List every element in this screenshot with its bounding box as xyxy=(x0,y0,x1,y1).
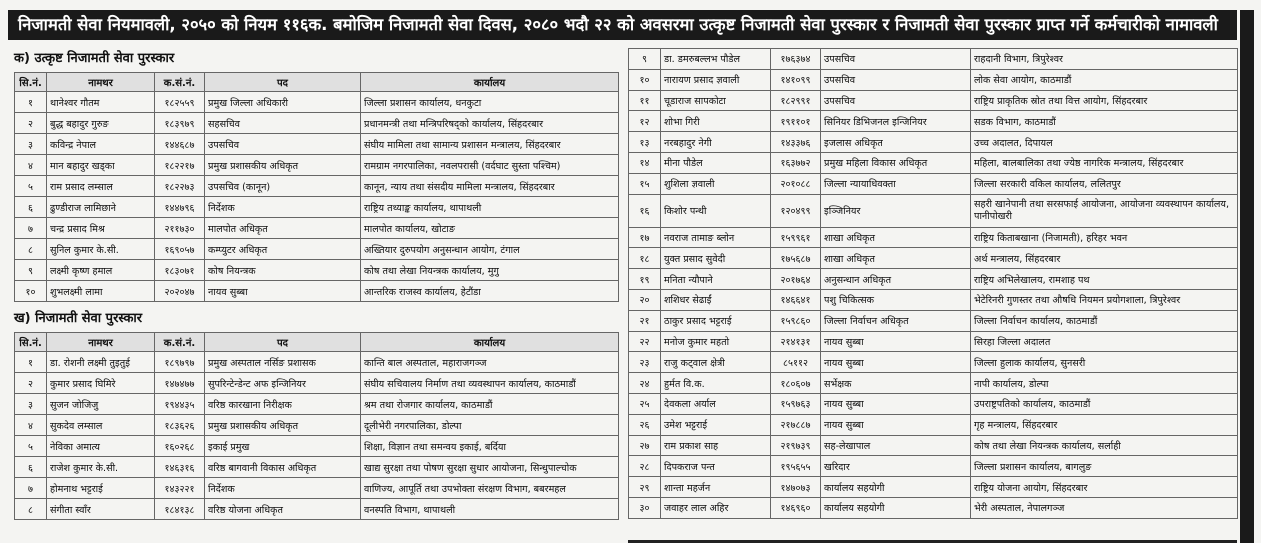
cell-name: शुशिला ज्ञवाली xyxy=(661,173,771,194)
cell-serial-number: १० xyxy=(629,69,661,90)
cell-serial-number: ११ xyxy=(629,90,661,111)
cell-office: कान्ति बाल अस्पताल, महाराजगञ्ज xyxy=(361,352,619,373)
cell-position: मालपोत अधिकृत xyxy=(205,218,361,239)
cell-employee-id: १४६९६० xyxy=(771,497,821,518)
table-row xyxy=(629,111,1238,132)
cell-serial-number: १२ xyxy=(629,111,661,132)
cell-position: प्रमुख प्रशासकीय अधिकृत xyxy=(205,155,361,176)
cell-employee-id: १४४७९६ xyxy=(155,197,205,218)
table-row xyxy=(15,92,619,113)
cell-position: नायव सुब्बा xyxy=(821,393,971,414)
cell-office: संघीय सचिवालय निर्माण तथा व्यवस्थापन कार्यालय, काठमाडौं xyxy=(361,373,619,394)
table-row xyxy=(15,134,619,155)
cell-office: जिल्ला सरकारी वकिल कार्यालय, ललितपुर xyxy=(971,173,1238,194)
cell-office: वाणिज्य, आपूर्ति तथा उपभोक्ता संरक्षण विभाग, बबरमहल xyxy=(361,478,619,499)
cell-name: सुनिल कुमार के.सी. xyxy=(47,239,155,260)
cell-position: उपसचिव xyxy=(205,134,361,155)
cell-name: मनिता न्यौपाने xyxy=(661,269,771,290)
column-header-name: नामथर xyxy=(47,333,155,352)
cell-serial-number: ४ xyxy=(15,415,47,436)
cell-name: डा. रोशनी लक्ष्मी तुइतुई xyxy=(47,352,155,373)
cell-employee-id: २०२०४७ xyxy=(155,281,205,302)
cell-serial-number: २६ xyxy=(629,414,661,435)
cell-employee-id: १८२५५९ xyxy=(155,92,205,113)
cell-office: शिक्षा, विज्ञान तथा समन्वय इकाई, बर्दिया xyxy=(361,436,619,457)
table-row xyxy=(15,415,619,436)
cell-name: चन्द्र प्रसाद मिश्र xyxy=(47,218,155,239)
table-row xyxy=(629,90,1238,111)
cell-name: राजु कट्वाल क्षेत्री xyxy=(661,352,771,373)
cell-name: देवकला अर्याल xyxy=(661,393,771,414)
cell-position: नायव सुब्बा xyxy=(821,352,971,373)
table-row xyxy=(15,155,619,176)
cell-name: मीना पौडेल xyxy=(661,152,771,173)
cell-employee-id: १७६३७४ xyxy=(771,49,821,70)
cell-employee-id: २१७८८७ xyxy=(771,414,821,435)
cell-serial-number: ४ xyxy=(15,155,47,176)
cell-position: इजलास अधिकृत xyxy=(821,132,971,153)
left-column xyxy=(14,46,618,520)
table-row xyxy=(15,218,619,239)
cell-name: मनोज कुमार महतो xyxy=(661,331,771,352)
table-row xyxy=(15,352,619,373)
cell-name: डा. डमरुबल्लभ पौडेल xyxy=(661,49,771,70)
cell-office: नापी कार्यालय, डोल्पा xyxy=(971,373,1238,394)
cell-office: मालपोत कार्यालय, खोटाङ xyxy=(361,218,619,239)
cell-office: राहदानी विभाग, त्रिपुरेश्वर xyxy=(971,49,1238,70)
table-row xyxy=(629,497,1238,518)
cell-name: कुमार प्रसाद घिमिरे xyxy=(47,373,155,394)
cell-position: शाखा अधिकृत xyxy=(821,227,971,248)
column-header-office: कार्यालय xyxy=(361,333,619,352)
table-row xyxy=(15,436,619,457)
cell-office: आन्तरिक राजस्व कार्यालय, हेटौंडा xyxy=(361,281,619,302)
cell-name: दिपकराज पन्त xyxy=(661,456,771,477)
cell-name: हुर्मत वि.क. xyxy=(661,373,771,394)
cell-serial-number: १८ xyxy=(629,248,661,269)
cell-name: राजेश कुमार के.सी. xyxy=(47,457,155,478)
right-column xyxy=(628,48,1237,519)
cell-position: जिल्ला निर्वाचन अधिकृत xyxy=(821,310,971,331)
cell-name: किशोर पन्थी xyxy=(661,194,771,227)
cell-serial-number: १४ xyxy=(629,152,661,173)
cell-position: कार्यालय सहयोगी xyxy=(821,497,971,518)
cell-employee-id: १६३७७२ xyxy=(771,152,821,173)
section-a-title: क) उत्कृष्ट निजामती सेवा पुरस्कार xyxy=(14,51,175,66)
cell-serial-number: १७ xyxy=(629,227,661,248)
table-row xyxy=(629,69,1238,90)
cell-office: उपराष्ट्रपतिको कार्यालय, काठमाडौं xyxy=(971,393,1238,414)
cell-office: कानून, न्याय तथा संसदीय मामिला मन्त्रालय, सिंहदरबार xyxy=(361,176,619,197)
column-header-employee-id: क.सं.नं. xyxy=(155,73,205,92)
cell-office: दूलीभेरी नगरपालिका, डोल्पा xyxy=(361,415,619,436)
table-row xyxy=(629,269,1238,290)
cell-serial-number: ३ xyxy=(15,394,47,415)
cell-name: कविन्द्र नेपाल xyxy=(47,134,155,155)
cell-position: निर्देशक xyxy=(205,478,361,499)
table-row xyxy=(629,289,1238,310)
cell-office: अर्थ मन्त्रालय, सिंहदरबार xyxy=(971,248,1238,269)
section-b-table-right xyxy=(628,48,1238,519)
cell-position: प्रमुख जिल्ला अधिकारी xyxy=(205,92,361,113)
cell-serial-number: २२ xyxy=(629,331,661,352)
cell-position: सिनियर डिभिजनल इन्जिनियर xyxy=(821,111,971,132)
cell-name: लक्ष्मी कृष्ण हमाल xyxy=(47,260,155,281)
cell-name: होमनाथ भट्टराई xyxy=(47,478,155,499)
cell-office: राष्ट्रिय तथ्याङ्क कार्यालय, थापाथली xyxy=(361,197,619,218)
table-row xyxy=(15,239,619,260)
cell-employee-id: १८०६०७ xyxy=(771,373,821,394)
cell-name: उमेश भट्टराई xyxy=(661,414,771,435)
cell-employee-id: १८३९७९ xyxy=(155,113,205,134)
cell-position: उपसचिव xyxy=(821,49,971,70)
cell-office: लोक सेवा आयोग, काठमाडौं xyxy=(971,69,1238,90)
cell-office: गृह मन्त्रालय, सिंहदरबार xyxy=(971,414,1238,435)
cell-office: सिरहा जिल्ला अदालत xyxy=(971,331,1238,352)
cell-employee-id: १४७०७३ xyxy=(771,477,821,498)
cell-employee-id: १७५६८७ xyxy=(771,248,821,269)
cell-office: जिल्ला प्रशासन कार्यालय, बागलुङ xyxy=(971,456,1238,477)
cell-office: उच्च अदालत, दिपायल xyxy=(971,132,1238,153)
cell-name: चूडाराज सापकोटा xyxy=(661,90,771,111)
cell-name: शशिधर सेढाईं xyxy=(661,289,771,310)
cell-employee-id: १९४४३५ xyxy=(155,394,205,415)
table-row xyxy=(15,176,619,197)
cell-serial-number: २ xyxy=(15,113,47,134)
cell-position: प्रमुख अस्पताल नर्सिङ प्रशासक xyxy=(205,352,361,373)
table-row xyxy=(15,457,619,478)
column-header-employee-id: क.सं.नं. xyxy=(155,333,205,352)
cell-employee-id: १६९०५७ xyxy=(155,239,205,260)
cell-employee-id: १९११०१ xyxy=(771,111,821,132)
cell-employee-id: १२०४९९ xyxy=(771,194,821,227)
cell-name: शुभलक्ष्मी लामा xyxy=(47,281,155,302)
cell-employee-id: १५९९६१ xyxy=(771,227,821,248)
cell-serial-number: २१ xyxy=(629,310,661,331)
table-row xyxy=(15,499,619,520)
cell-employee-id: १५९८६० xyxy=(771,310,821,331)
cell-serial-number: ८ xyxy=(15,499,47,520)
cell-employee-id: १४४६८७ xyxy=(155,134,205,155)
cell-name: नवराज तामाङ ब्लोन xyxy=(661,227,771,248)
cell-name: राम प्रसाद लम्साल xyxy=(47,176,155,197)
cell-serial-number: २० xyxy=(629,289,661,310)
cell-employee-id: १४१०९९ xyxy=(771,69,821,90)
column-header-serial-number: सि.नं. xyxy=(15,73,47,92)
table-row xyxy=(629,477,1238,498)
table-row xyxy=(629,248,1238,269)
cell-serial-number: १ xyxy=(15,352,47,373)
cell-serial-number: ९ xyxy=(629,49,661,70)
cell-position: सर्भेक्षक xyxy=(821,373,971,394)
cell-office: राष्ट्रिय किताबखाना (निजामती), हरिहर भवन xyxy=(971,227,1238,248)
table-row xyxy=(15,197,619,218)
table-row xyxy=(15,394,619,415)
page-title: निजामती सेवा नियमावली, २०५० को नियम ११६क. बमोजिम निजामती सेवा दिवस, २०८० भदौ २२ को अवसरमा उत्कृष्ट निजामती सेवा पुरस्कार र निजामती सेवा पुरस्कार प्राप्त गर्ने कर्मचारीको नामावली xyxy=(8,10,1237,40)
cell-employee-id: १४३२२१ xyxy=(155,478,205,499)
cell-name: राम प्रकाश साह xyxy=(661,435,771,456)
section-b-title: ख) निजामती सेवा पुरस्कार xyxy=(14,311,143,326)
cell-position: नायव सुब्बा xyxy=(821,331,971,352)
cell-serial-number: १९ xyxy=(629,269,661,290)
cell-employee-id: १४६३१६ xyxy=(155,457,205,478)
cell-office: श्रम तथा रोजगार कार्यालय, काठमाडौं xyxy=(361,394,619,415)
cell-serial-number: २५ xyxy=(629,393,661,414)
cell-serial-number: १० xyxy=(15,281,47,302)
cell-position: प्रमुख महिला विकास अधिकृत xyxy=(821,152,971,173)
table-row xyxy=(629,132,1238,153)
cell-office: जिल्ला हुलाक कार्यालय, सुनसरी xyxy=(971,352,1238,373)
cell-serial-number: १६ xyxy=(629,194,661,227)
cell-serial-number: १५ xyxy=(629,173,661,194)
cell-employee-id: १८४१३८ xyxy=(155,499,205,520)
cell-position: कार्यालय सहयोगी xyxy=(821,477,971,498)
table-row xyxy=(629,456,1238,477)
table-row xyxy=(629,152,1238,173)
cell-employee-id: २०१०८८ xyxy=(771,173,821,194)
cell-office: वनस्पति विभाग, थापाथली xyxy=(361,499,619,520)
cell-employee-id: १८३६२६ xyxy=(155,415,205,436)
cell-employee-id: २१९७३९ xyxy=(771,435,821,456)
cell-position: अनुसन्धान अधिकृत xyxy=(821,269,971,290)
right-border-strip xyxy=(1240,10,1254,543)
cell-name: सुकदेव लम्साल xyxy=(47,415,155,436)
column-header-serial-number: सि.नं. xyxy=(15,333,47,352)
cell-serial-number: २३ xyxy=(629,352,661,373)
cell-name: नारायण प्रसाद ज्ञवाली xyxy=(661,69,771,90)
cell-name: ठाकुर प्रसाद भट्टराई xyxy=(661,310,771,331)
cell-position: उपसचिव xyxy=(821,90,971,111)
cell-office: जिल्ला प्रशासन कार्यालय, धनकुटा xyxy=(361,92,619,113)
cell-position: वरिष्ठ कारखाना निरीक्षक xyxy=(205,394,361,415)
cell-position: प्रमुख प्रशासकीय अधिकृत xyxy=(205,415,361,436)
cell-employee-id: १८२२१७ xyxy=(155,155,205,176)
cell-position: कम्प्युटर अधिकृत xyxy=(205,239,361,260)
cell-employee-id: २०१७६४ xyxy=(771,269,821,290)
cell-serial-number: ३० xyxy=(629,497,661,518)
cell-name: नेविका अमात्य xyxy=(47,436,155,457)
section-b-table-left xyxy=(14,332,619,520)
cell-position: सह-लेखापाल xyxy=(821,435,971,456)
cell-office: संघीय मामिला तथा सामान्य प्रशासन मन्त्रालय, सिंहदरबार xyxy=(361,134,619,155)
cell-serial-number: २ xyxy=(15,373,47,394)
cell-name: थानेश्वर गौतम xyxy=(47,92,155,113)
column-header-office: कार्यालय xyxy=(361,73,619,92)
cell-serial-number: ९ xyxy=(15,260,47,281)
cell-position: इञ्जिनियर xyxy=(821,194,971,227)
cell-serial-number: २८ xyxy=(629,456,661,477)
cell-position: उपसचिव (कानून) xyxy=(205,176,361,197)
cell-name: संगीता स्वाँर xyxy=(47,499,155,520)
cell-employee-id: १९५६५५ xyxy=(771,456,821,477)
cell-serial-number: ३ xyxy=(15,134,47,155)
table-row xyxy=(15,113,619,134)
table-row xyxy=(629,352,1238,373)
cell-position: शाखा अधिकृत xyxy=(821,248,971,269)
cell-employee-id: १४७४७७ xyxy=(155,373,205,394)
cell-employee-id: १५९७६३ xyxy=(771,393,821,414)
cell-serial-number: ८ xyxy=(15,239,47,260)
cell-serial-number: २७ xyxy=(629,435,661,456)
cell-employee-id: २१४१३१ xyxy=(771,331,821,352)
cell-employee-id: १८३०७१ xyxy=(155,260,205,281)
table-row xyxy=(629,414,1238,435)
cell-serial-number: ७ xyxy=(15,478,47,499)
table-row xyxy=(15,281,619,302)
cell-employee-id: ८५११२ xyxy=(771,352,821,373)
cell-position: सहसचिव xyxy=(205,113,361,134)
section-a-table xyxy=(14,72,619,302)
cell-office: अख्तियार दुरुपयोग अनुसन्धान आयोग, टंगाल xyxy=(361,239,619,260)
cell-employee-id: १४३३७६ xyxy=(771,132,821,153)
table-row xyxy=(629,49,1238,70)
cell-employee-id: १८२९९१ xyxy=(771,90,821,111)
cell-position: पशु चिकित्सक xyxy=(821,289,971,310)
cell-name: युक्त प्रसाद सुवेदी xyxy=(661,248,771,269)
cell-office: रामग्राम नगरपालिका, नवलपरासी (वर्दघाट सुस्ता पश्चिम) xyxy=(361,155,619,176)
cell-employee-id: १८९७९७ xyxy=(155,352,205,373)
cell-position: इकाई प्रमुख xyxy=(205,436,361,457)
cell-position: नायव सुब्बा xyxy=(821,414,971,435)
cell-name: जवाहर लाल अहिर xyxy=(661,497,771,518)
cell-serial-number: २४ xyxy=(629,373,661,394)
cell-name: सुजन जोजिजु xyxy=(47,394,155,415)
column-header-position: पद xyxy=(205,333,361,352)
cell-office: राष्ट्रिय अभिलेखालय, रामशाह पथ xyxy=(971,269,1238,290)
cell-office: कोष तथा लेखा नियन्त्रक कार्यालय, मुगु xyxy=(361,260,619,281)
table-row xyxy=(15,373,619,394)
cell-serial-number: ७ xyxy=(15,218,47,239)
cell-serial-number: १३ xyxy=(629,132,661,153)
cell-position: उपसचिव xyxy=(821,69,971,90)
cell-position: वरिष्ठ योजना अधिकृत xyxy=(205,499,361,520)
cell-name: नरबहादुर नेगी xyxy=(661,132,771,153)
table-row xyxy=(629,435,1238,456)
cell-position: कोष नियन्त्रक xyxy=(205,260,361,281)
table-row xyxy=(629,173,1238,194)
cell-name: ढुण्डीराज लामिछाने xyxy=(47,197,155,218)
cell-office: खाद्य सुरक्षा तथा पोषण सुरक्षा सुधार आयोजना, सिन्धुपाल्चोक xyxy=(361,457,619,478)
table-row xyxy=(629,194,1238,227)
column-header-name: नामथर xyxy=(47,73,155,92)
cell-employee-id: २११७३० xyxy=(155,218,205,239)
cell-position: नायव सुब्बा xyxy=(205,281,361,302)
table-row xyxy=(15,260,619,281)
cell-employee-id: १४६६४१ xyxy=(771,289,821,310)
cell-position: खरिदार xyxy=(821,456,971,477)
cell-name: शोभा गिरी xyxy=(661,111,771,132)
cell-employee-id: १६०२६८ xyxy=(155,436,205,457)
cell-office: महिला, बालबालिका तथा ज्येष्ठ नागरिक मन्त्रालय, सिंहदरबार xyxy=(971,152,1238,173)
cell-serial-number: ६ xyxy=(15,457,47,478)
table-row xyxy=(629,227,1238,248)
cell-office: सडक विभाग, काठमाडौं xyxy=(971,111,1238,132)
table-row xyxy=(629,393,1238,414)
cell-office: जिल्ला निर्वाचन कार्यालय, काठमाडौं xyxy=(971,310,1238,331)
cell-serial-number: २९ xyxy=(629,477,661,498)
cell-name: बुद्ध बहादुर गुरुङ xyxy=(47,113,155,134)
table-row xyxy=(629,331,1238,352)
cell-office: राष्ट्रिय योजना आयोग, सिंहदरबार xyxy=(971,477,1238,498)
cell-serial-number: १ xyxy=(15,92,47,113)
cell-serial-number: ५ xyxy=(15,436,47,457)
cell-name: मान बहादुर खड्का xyxy=(47,155,155,176)
table-row xyxy=(629,373,1238,394)
cell-position: निर्देशक xyxy=(205,197,361,218)
cell-position: वरिष्ठ बागवानी विकास अधिकृत xyxy=(205,457,361,478)
cell-name: शान्ता महर्जन xyxy=(661,477,771,498)
cell-position: जिल्ला न्यायाधिवक्ता xyxy=(821,173,971,194)
cell-serial-number: ६ xyxy=(15,197,47,218)
column-header-position: पद xyxy=(205,73,361,92)
table-row xyxy=(15,478,619,499)
cell-serial-number: ५ xyxy=(15,176,47,197)
table-row xyxy=(629,310,1238,331)
cell-position: सुपरिन्टेन्डेन्ट अफ इन्जिनियर xyxy=(205,373,361,394)
cell-office: प्रधानमन्त्री तथा मन्त्रिपरिषद्को कार्यालय, सिंहदरबार xyxy=(361,113,619,134)
cell-employee-id: १८२२७३ xyxy=(155,176,205,197)
cell-office: भेरी अस्पताल, नेपालगञ्ज xyxy=(971,497,1238,518)
cell-office: भेटेरिनरी गुणस्तर तथा औषधि नियमन प्रयोगशाला, त्रिपुरेश्वर xyxy=(971,289,1238,310)
cell-office: राष्ट्रिय प्राकृतिक स्रोत तथा वित्त आयोग, सिंहदरबार xyxy=(971,90,1238,111)
cell-office: सहरी खानेपानी तथा सरसफाई आयोजना, आयोजना व्यवस्थापन कार्यालय, पानीपोखरी xyxy=(971,194,1238,227)
cell-office: कोष तथा लेखा नियन्त्रक कार्यालय, सर्लाही xyxy=(971,435,1238,456)
